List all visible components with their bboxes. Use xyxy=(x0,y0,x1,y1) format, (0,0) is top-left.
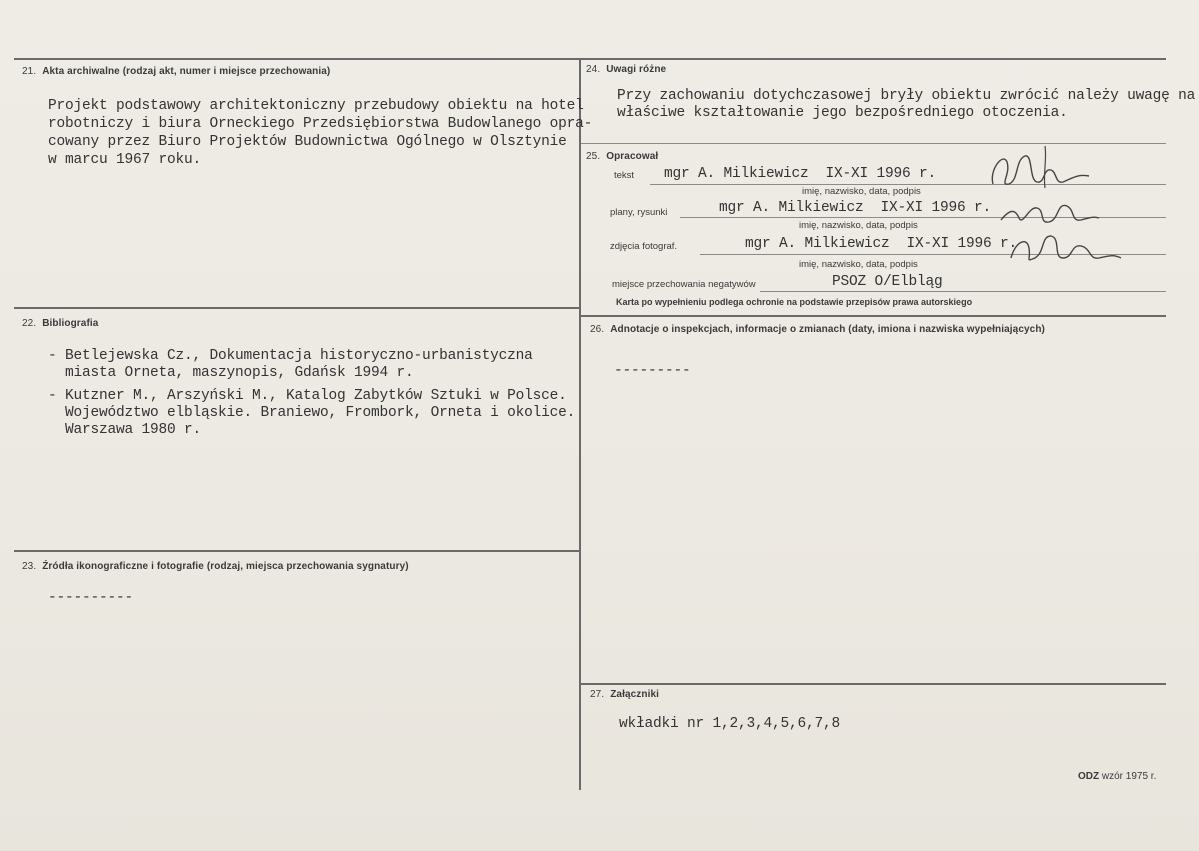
divider-26-27 xyxy=(581,683,1166,685)
zdjecia-value: mgr A. Milkiewicz IX-XI 1996 r. xyxy=(745,236,1018,252)
bibliography-line-2: miasta Orneta, maszynopis, Gdańsk 1994 r. xyxy=(48,365,414,381)
section-21-line-2: robotniczy i biura Orneckiego Przedsiębiorstwa Budowlanego opra- xyxy=(48,116,593,132)
divider-21-22-right xyxy=(581,315,1166,317)
zdjecia-label: zdjęcia fotograf. xyxy=(610,241,678,252)
top-divider xyxy=(14,58,1166,60)
divider-21-22 xyxy=(14,307,579,309)
plany-label: plany, rysunki xyxy=(610,207,668,218)
section-25-label: 25. Opracował xyxy=(586,151,659,162)
miejsce-value: PSOZ O/Elbląg xyxy=(832,274,943,290)
form-footer xyxy=(1078,771,1156,782)
copyright-note: Karta po wypełnieniu podlega ochronie na podstawie przepisów prawa autorskiego xyxy=(616,297,973,307)
bibliography-line-1: - Betlejewska Cz., Dokumentacja historyczno-urbanistyczna xyxy=(48,348,533,364)
tekst-value: mgr A. Milkiewicz IX-XI 1996 r. xyxy=(664,166,937,182)
form-edition: wzór 1975 r. xyxy=(1101,771,1157,782)
section-21-line-3: cowany przez Biuro Projektów Budownictwa Ogólnego w Olsztynie xyxy=(48,134,567,150)
section-24-line-1: Przy zachowaniu dotychczasowej bryły obiektu zwrócić należy uwagę na xyxy=(617,88,1196,104)
plany-sublabel: imię, nazwisko, data, podpis xyxy=(799,220,918,231)
bibliography-line-3: - Kutzner M., Arszyński M., Katalog Zabytków Sztuki w Polsce. xyxy=(48,388,567,404)
section-23-label: 23. Źródła ikonograficzne i fotografie (rodzaj, miejsca przechowania sygnatury) xyxy=(22,561,409,572)
section-21-line-1: Projekt podstawowy architektoniczny przebudowy obiektu na hotel xyxy=(48,98,584,114)
section-27-label: 27. Załączniki xyxy=(590,689,660,700)
signature-1 xyxy=(985,140,1105,196)
section-26-label: 26. Adnotacje o inspekcjach, informacje o zmianach (daty, imiona i nazwiska wypełniających) xyxy=(590,324,1045,335)
signature-3 xyxy=(1005,222,1125,270)
section-22-label: 22. Bibliografia xyxy=(22,318,99,329)
tekst-label: tekst xyxy=(614,170,635,181)
section-21-line-4: w marcu 1967 roku. xyxy=(48,152,202,168)
section-23-value: ---------- xyxy=(48,590,134,606)
bibliography-line-4: Województwo elbląskie. Braniewo, Frombork, Orneta i okolice. xyxy=(48,405,576,421)
section-24-label: 24. Uwagi różne xyxy=(586,64,667,75)
form-brand: ODZ xyxy=(1078,771,1100,782)
plany-value: mgr A. Milkiewicz IX-XI 1996 r. xyxy=(719,200,992,216)
tekst-sublabel: imię, nazwisko, data, podpis xyxy=(802,186,921,197)
column-divider xyxy=(579,58,581,790)
section-27-value: wkładki nr 1,2,3,4,5,6,7,8 xyxy=(619,716,841,732)
miejsce-underline xyxy=(760,291,1166,292)
section-24-line-2: właściwe kształtowanie jego bezpośredniego otoczenia. xyxy=(617,105,1068,121)
section-21-label: 21. Akta archiwalne (rodzaj akt, numer i miejsce przechowania) xyxy=(22,66,331,77)
miejsce-label: miejsce przechowania negatywów xyxy=(612,279,756,290)
divider-22-23 xyxy=(14,550,579,552)
section-26-value: --------- xyxy=(614,363,691,379)
zdjecia-sublabel: imię, nazwisko, data, podpis xyxy=(799,259,918,270)
bibliography-line-5: Warszawa 1980 r. xyxy=(48,422,202,438)
